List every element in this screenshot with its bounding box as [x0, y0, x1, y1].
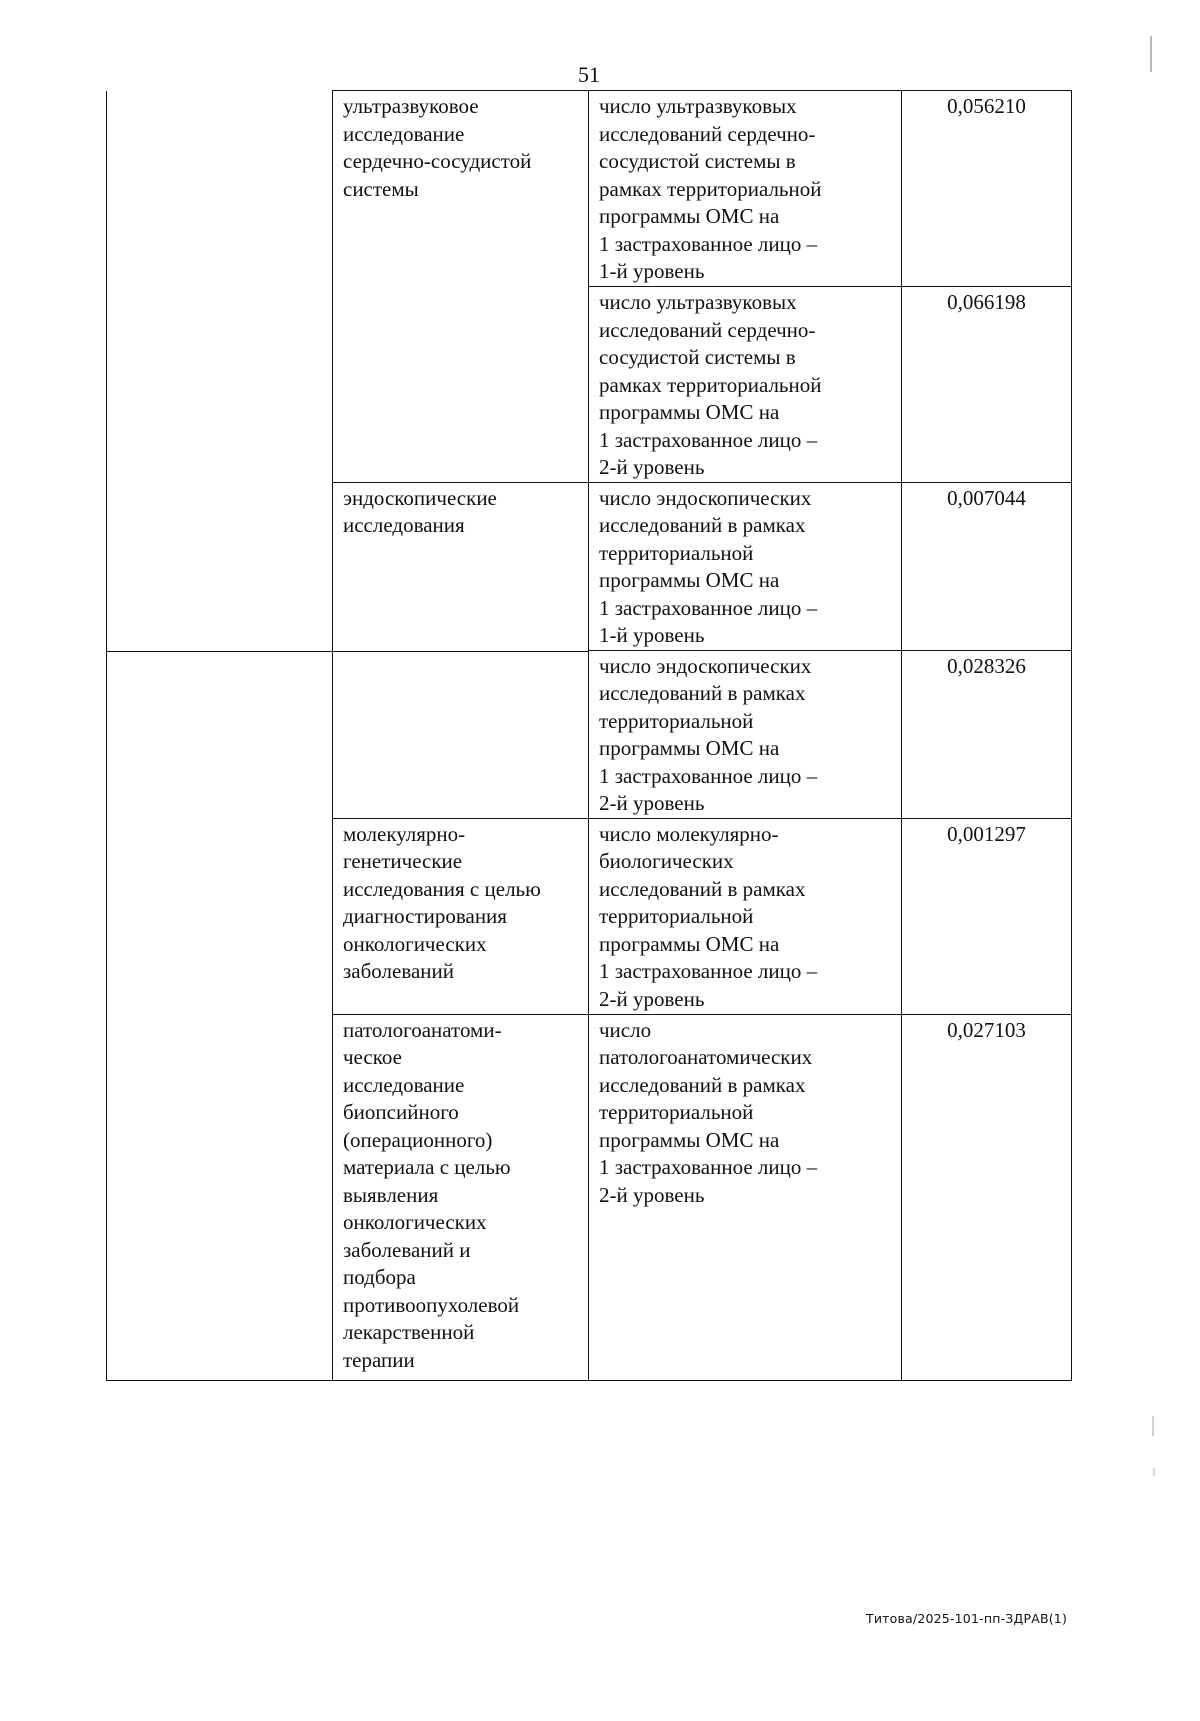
indicator-cell: число ультразвуковых исследований сердечно- сосудистой системы в рамках территориальной программы ОМС на 1 застрахованное лицо – 1-й уровень — [589, 91, 902, 287]
value-cell: 0,001297 — [902, 818, 1072, 1014]
empty-cell — [107, 91, 333, 652]
table-row — [107, 91, 1072, 287]
value-cell: 0,056210 — [902, 91, 1072, 287]
scan-artifact-mark — [1150, 36, 1152, 72]
scan-artifact-mark — [1152, 1416, 1154, 1436]
category-cell: молекулярно- генетические исследования с целью диагностирования онкологических заболеваний — [333, 818, 589, 1014]
indicator-cell: число эндоскопических исследований в рамках территориальной программы ОМС на 1 застрахованное лицо – 2-й уровень — [589, 650, 902, 818]
value-cell: 0,028326 — [902, 650, 1072, 818]
document-code: Титова/2025-101-пп-ЗДРАВ(1) — [866, 1611, 1068, 1626]
indicator-cell: число эндоскопических исследований в рамках территориальной программы ОМС на 1 застрахованное лицо – 1-й уровень — [589, 482, 902, 650]
category-cell: патологоанатоми- ческое исследование биопсийного (операционного) материала с целью выявления онкологических заболеваний и подбора противоопухолевой лекарственной терапии — [333, 1014, 589, 1380]
empty-cell — [107, 651, 333, 1380]
indicator-table — [106, 90, 1072, 1381]
category-cell: эндоскопические исследования — [333, 482, 589, 651]
indicator-cell: число ультразвуковых исследований сердечно- сосудистой системы в рамках территориальной программы ОМС на 1 застрахованное лицо – 2-й уровень — [589, 287, 902, 483]
value-cell: 0,007044 — [902, 482, 1072, 650]
page-number: 51 — [578, 62, 600, 87]
indicator-cell: число молекулярно- биологических исследований в рамках территориальной программы ОМС на 1 застрахованное лицо – 2-й уровень — [589, 818, 902, 1014]
indicator-cell: число патологоанатомических исследований в рамках территориальной программы ОМС на 1 застрахованное лицо – 2-й уровень — [589, 1014, 902, 1380]
category-cell: ультразвуковое исследование сердечно-сосудистой системы — [333, 91, 589, 483]
scan-artifact-mark — [1153, 1468, 1155, 1476]
value-cell: 0,066198 — [902, 287, 1072, 483]
value-cell: 0,027103 — [902, 1014, 1072, 1380]
